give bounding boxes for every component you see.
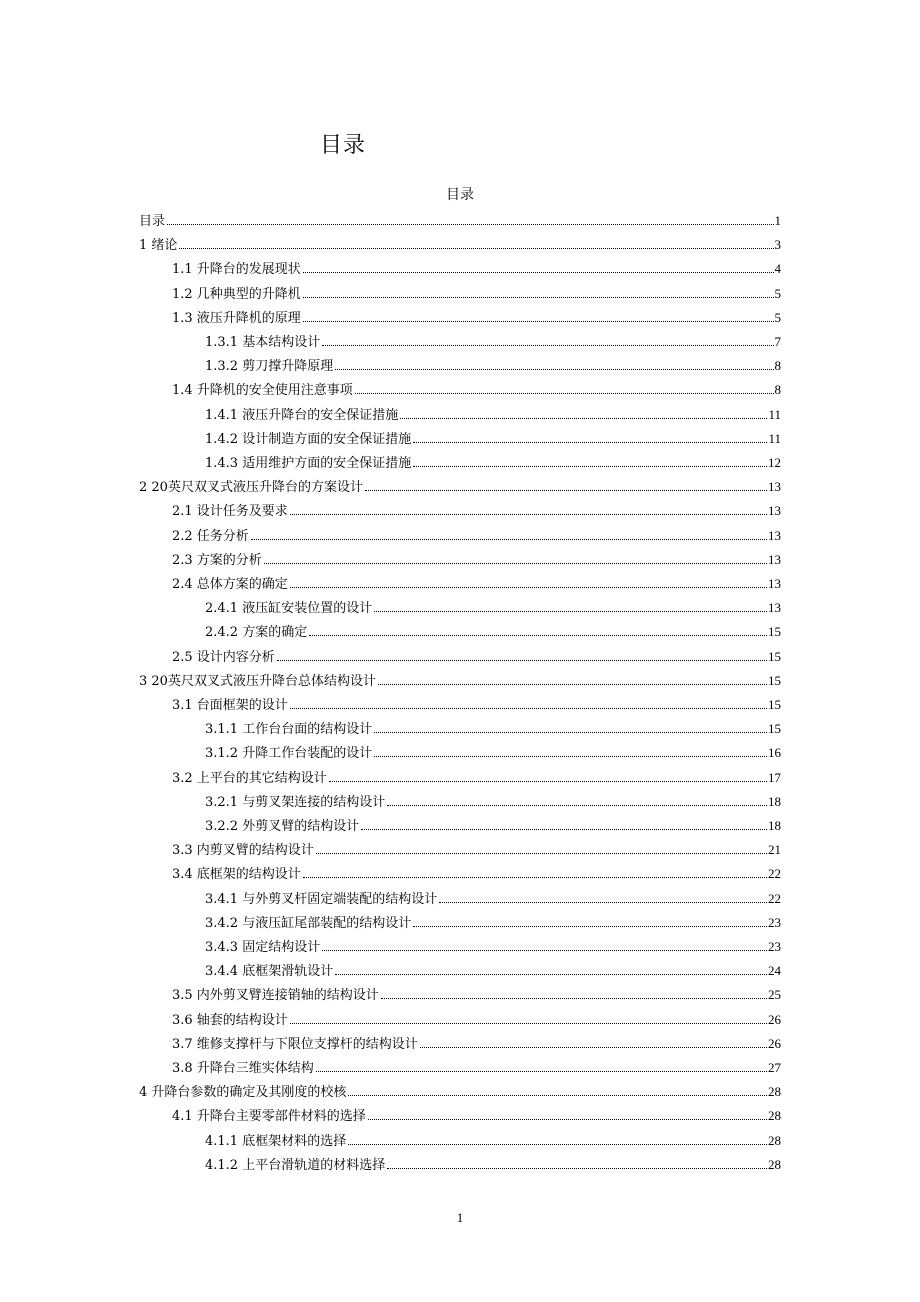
- toc-entry[interactable]: [205, 354, 781, 378]
- toc-entry-page-number: 4: [774, 261, 781, 276]
- toc-entry-page-number: 15: [768, 697, 781, 712]
- toc-entry-label: 2 20英尺双叉式液压升降台的方案设计: [139, 480, 363, 495]
- toc-entry-page-number: 15: [768, 721, 781, 736]
- toc-entry-page-number: 11: [768, 431, 781, 446]
- toc-dot-leader: [303, 321, 774, 322]
- toc-entry-label: 2.4.2 方案的确定: [205, 625, 308, 640]
- toc-dot-leader: [368, 1119, 767, 1120]
- toc-entry[interactable]: [205, 814, 781, 838]
- toc-entry[interactable]: [172, 378, 781, 402]
- toc-entry-page-number: 28: [768, 1084, 781, 1099]
- toc-dot-leader: [316, 853, 767, 854]
- toc-entry[interactable]: [205, 959, 781, 983]
- toc-entry-label: 3.4.4 底框架滑轨设计: [205, 964, 334, 979]
- toc-entry[interactable]: [205, 741, 781, 765]
- toc-entry-label: 1.4 升降机的安全使用注意事项: [172, 383, 353, 398]
- toc-entry[interactable]: [205, 790, 781, 814]
- toc-dot-leader: [365, 490, 767, 491]
- toc-entry[interactable]: [205, 911, 781, 935]
- toc-entry-label: 1.3.2 剪刀撑升降原理: [205, 359, 334, 374]
- toc-entry-page-number: 28: [768, 1133, 781, 1148]
- toc-entry-label: 3.2.2 外剪叉臂的结构设计: [205, 819, 360, 834]
- toc-dot-leader: [303, 272, 774, 273]
- toc-entry-page-number: 28: [768, 1157, 781, 1172]
- toc-entry[interactable]: [172, 524, 781, 548]
- toc-entry-label: 4.1.1 底框架材料的选择: [205, 1134, 347, 1149]
- toc-dot-leader: [374, 611, 767, 612]
- toc-entry-label: 3.5 内外剪叉臂连接销轴的结构设计: [172, 988, 379, 1003]
- toc-entry[interactable]: [172, 257, 781, 281]
- toc-entry-label: 3.2.1 与剪叉架连接的结构设计: [205, 795, 386, 810]
- toc-dot-leader: [378, 684, 767, 685]
- toc-entry-label: 1.2 几种典型的升降机: [172, 287, 301, 302]
- toc-dot-leader: [335, 369, 773, 370]
- toc-entry-label: 3.4.3 固定结构设计: [205, 940, 321, 955]
- toc-dot-leader: [381, 998, 767, 999]
- toc-entry-page-number: 13: [768, 552, 781, 567]
- toc-dot-leader: [413, 442, 767, 443]
- toc-entry-label: 1.4.2 设计制造方面的安全保证措施: [205, 432, 412, 447]
- toc-entry[interactable]: [172, 282, 781, 306]
- toc-entry-page-number: 15: [768, 624, 781, 639]
- toc-dot-leader: [316, 1071, 767, 1072]
- toc-entry-page-number: 11: [768, 407, 781, 422]
- toc-entry-page-number: 16: [768, 745, 781, 760]
- toc-entry[interactable]: [172, 548, 781, 572]
- toc-entry-page-number: 15: [768, 649, 781, 664]
- toc-entry-page-number: 18: [768, 794, 781, 809]
- toc-entry-page-number: 17: [768, 770, 781, 785]
- toc-entry[interactable]: [205, 1153, 781, 1177]
- toc-entry-page-number: 13: [768, 503, 781, 518]
- toc-entry[interactable]: [205, 330, 781, 354]
- toc-entry-label: 4.1 升降台主要零部件材料的选择: [172, 1109, 366, 1124]
- toc-entry-label: 2.5 设计内容分析: [172, 650, 275, 665]
- toc-dot-leader: [348, 1144, 767, 1145]
- toc-dot-leader: [361, 829, 767, 830]
- toc-entry-label: 1 绪论: [139, 238, 178, 253]
- toc-entry[interactable]: [205, 935, 781, 959]
- toc-entry[interactable]: [205, 403, 781, 427]
- toc-entry-page-number: 25: [768, 987, 781, 1002]
- toc-entry-label: 3.4.1 与外剪叉杆固定端装配的结构设计: [205, 892, 438, 907]
- toc-entry[interactable]: [139, 209, 781, 233]
- toc-title: 目录: [446, 187, 474, 203]
- toc-entry-label: 目录: [139, 214, 166, 229]
- toc-entry-label: 3.7 维修支撑杆与下限位支撑杆的结构设计: [172, 1037, 418, 1052]
- toc-entry-page-number: 8: [774, 358, 781, 373]
- toc-entry-page-number: 26: [768, 1012, 781, 1027]
- toc-entry[interactable]: [172, 838, 781, 862]
- toc-entry[interactable]: [139, 669, 781, 693]
- toc-dot-leader: [335, 974, 767, 975]
- toc-entry-page-number: 22: [768, 891, 781, 906]
- toc-entry-page-number: 18: [768, 818, 781, 833]
- toc-dot-leader: [179, 248, 773, 249]
- toc-entry-label: 3.4 底框架的结构设计: [172, 867, 301, 882]
- toc-dot-leader: [290, 514, 767, 515]
- toc-dot-leader: [439, 902, 767, 903]
- toc-entry[interactable]: [205, 451, 781, 475]
- toc-entry-page-number: 23: [768, 915, 781, 930]
- toc-entry-label: 3.4.2 与液压缸尾部装配的结构设计: [205, 916, 412, 931]
- toc-entry[interactable]: [172, 1008, 781, 1032]
- toc-entry[interactable]: [139, 1080, 781, 1104]
- toc-entry-page-number: 5: [774, 310, 781, 325]
- toc-dot-leader: [290, 1023, 767, 1024]
- toc-entry[interactable]: [172, 306, 781, 330]
- toc-entry[interactable]: [172, 862, 781, 886]
- toc-dot-leader: [374, 732, 767, 733]
- toc-entry[interactable]: [205, 596, 781, 620]
- toc-entry-page-number: 13: [768, 576, 781, 591]
- toc-entry-label: 1.4.1 液压升降台的安全保证措施: [205, 408, 399, 423]
- toc-entry-label: 2.2 任务分析: [172, 529, 249, 544]
- toc-dot-leader: [277, 660, 767, 661]
- toc-entry-page-number: 26: [768, 1036, 781, 1051]
- page-heading: 目录: [320, 133, 367, 158]
- toc-entry[interactable]: [172, 693, 781, 717]
- toc-entry-page-number: 8: [774, 382, 781, 397]
- toc-entry-label: 4 升降台参数的确定及其刚度的校核: [139, 1085, 347, 1100]
- toc-entry-label: 1.4.3 适用维护方面的安全保证措施: [205, 456, 412, 471]
- toc-entry-page-number: 21: [768, 842, 781, 857]
- toc-dot-leader: [374, 756, 767, 757]
- toc-entry-label: 4.1.2 上平台滑轨道的材料选择: [205, 1158, 386, 1173]
- toc-entry-page-number: 28: [768, 1108, 781, 1123]
- toc-entry[interactable]: [172, 645, 781, 669]
- toc-entry-label: 3.3 内剪叉臂的结构设计: [172, 843, 314, 858]
- toc-dot-leader: [290, 708, 767, 709]
- toc-entry-label: 2.1 设计任务及要求: [172, 504, 288, 519]
- toc-entry-label: 3.6 轴套的结构设计: [172, 1013, 288, 1028]
- toc-entry-page-number: 3: [774, 237, 781, 252]
- toc-entry-label: 3 20英尺双叉式液压升降台总体结构设计: [139, 674, 376, 689]
- toc-entry[interactable]: [139, 233, 781, 257]
- toc-dot-leader: [303, 877, 767, 878]
- toc-dot-leader: [387, 1168, 767, 1169]
- toc-entry[interactable]: [172, 499, 781, 523]
- toc-dot-leader: [420, 1047, 767, 1048]
- toc-entry-label: 2.4 总体方案的确定: [172, 577, 288, 592]
- toc-dot-leader: [251, 539, 767, 540]
- toc-entry-page-number: 15: [768, 673, 781, 688]
- toc-dot-leader: [264, 563, 767, 564]
- toc-entry-label: 3.1 台面框架的设计: [172, 698, 288, 713]
- toc-entry-label: 2.4.1 液压缸安装位置的设计: [205, 601, 373, 616]
- toc-dot-leader: [309, 635, 767, 636]
- toc-dot-leader: [329, 781, 767, 782]
- toc-dot-leader: [303, 297, 774, 298]
- toc-entry[interactable]: [205, 887, 781, 911]
- toc-entry[interactable]: [205, 427, 781, 451]
- toc-entry-page-number: 12: [768, 455, 781, 470]
- toc-dot-leader: [167, 224, 773, 225]
- toc-entry-page-number: 23: [768, 939, 781, 954]
- toc-entry-page-number: 24: [768, 963, 781, 978]
- toc-entry-label: 2.3 方案的分析: [172, 553, 262, 568]
- toc-dot-leader: [387, 805, 767, 806]
- toc-entry-label: 3.8 升降台三维实体结构: [172, 1061, 314, 1076]
- toc-entry-label: 3.1.2 升降工作台装配的设计: [205, 746, 373, 761]
- toc-entry-page-number: 1: [774, 213, 781, 228]
- toc-dot-leader: [400, 418, 767, 419]
- toc-entry[interactable]: [172, 1056, 781, 1080]
- toc-entry[interactable]: [205, 717, 781, 741]
- toc-entry-page-number: 13: [768, 600, 781, 615]
- toc-dot-leader: [355, 393, 774, 394]
- toc-entry-page-number: 13: [768, 479, 781, 494]
- toc-dot-leader: [413, 466, 767, 467]
- toc-entry-label: 1.3 液压升降机的原理: [172, 311, 301, 326]
- toc-entry-label: 1.1 升降台的发展现状: [172, 262, 301, 277]
- toc-entry[interactable]: [172, 1032, 781, 1056]
- toc-entry-page-number: 7: [774, 334, 781, 349]
- toc-entry[interactable]: [172, 1104, 781, 1128]
- toc-entry[interactable]: [205, 620, 781, 644]
- toc-entry-label: 3.2 上平台的其它结构设计: [172, 771, 327, 786]
- toc-entry[interactable]: [139, 475, 781, 499]
- toc-dot-leader: [322, 345, 773, 346]
- toc-entry[interactable]: [172, 572, 781, 596]
- toc-dot-leader: [290, 587, 767, 588]
- toc-entry-label: 3.1.1 工作台台面的结构设计: [205, 722, 373, 737]
- toc-entry[interactable]: [205, 1129, 781, 1153]
- toc-entry-page-number: 22: [768, 866, 781, 881]
- toc-entry-page-number: 5: [774, 286, 781, 301]
- toc-entry-label: 1.3.1 基本结构设计: [205, 335, 321, 350]
- toc-entry[interactable]: [172, 766, 781, 790]
- toc-dot-leader: [413, 926, 767, 927]
- toc-dot-leader: [322, 950, 767, 951]
- toc-entry[interactable]: [172, 983, 781, 1007]
- toc-dot-leader: [348, 1095, 767, 1096]
- toc-entry-page-number: 13: [768, 528, 781, 543]
- footer-page-number: 1: [456, 1210, 464, 1225]
- toc-entry-page-number: 27: [768, 1060, 781, 1075]
